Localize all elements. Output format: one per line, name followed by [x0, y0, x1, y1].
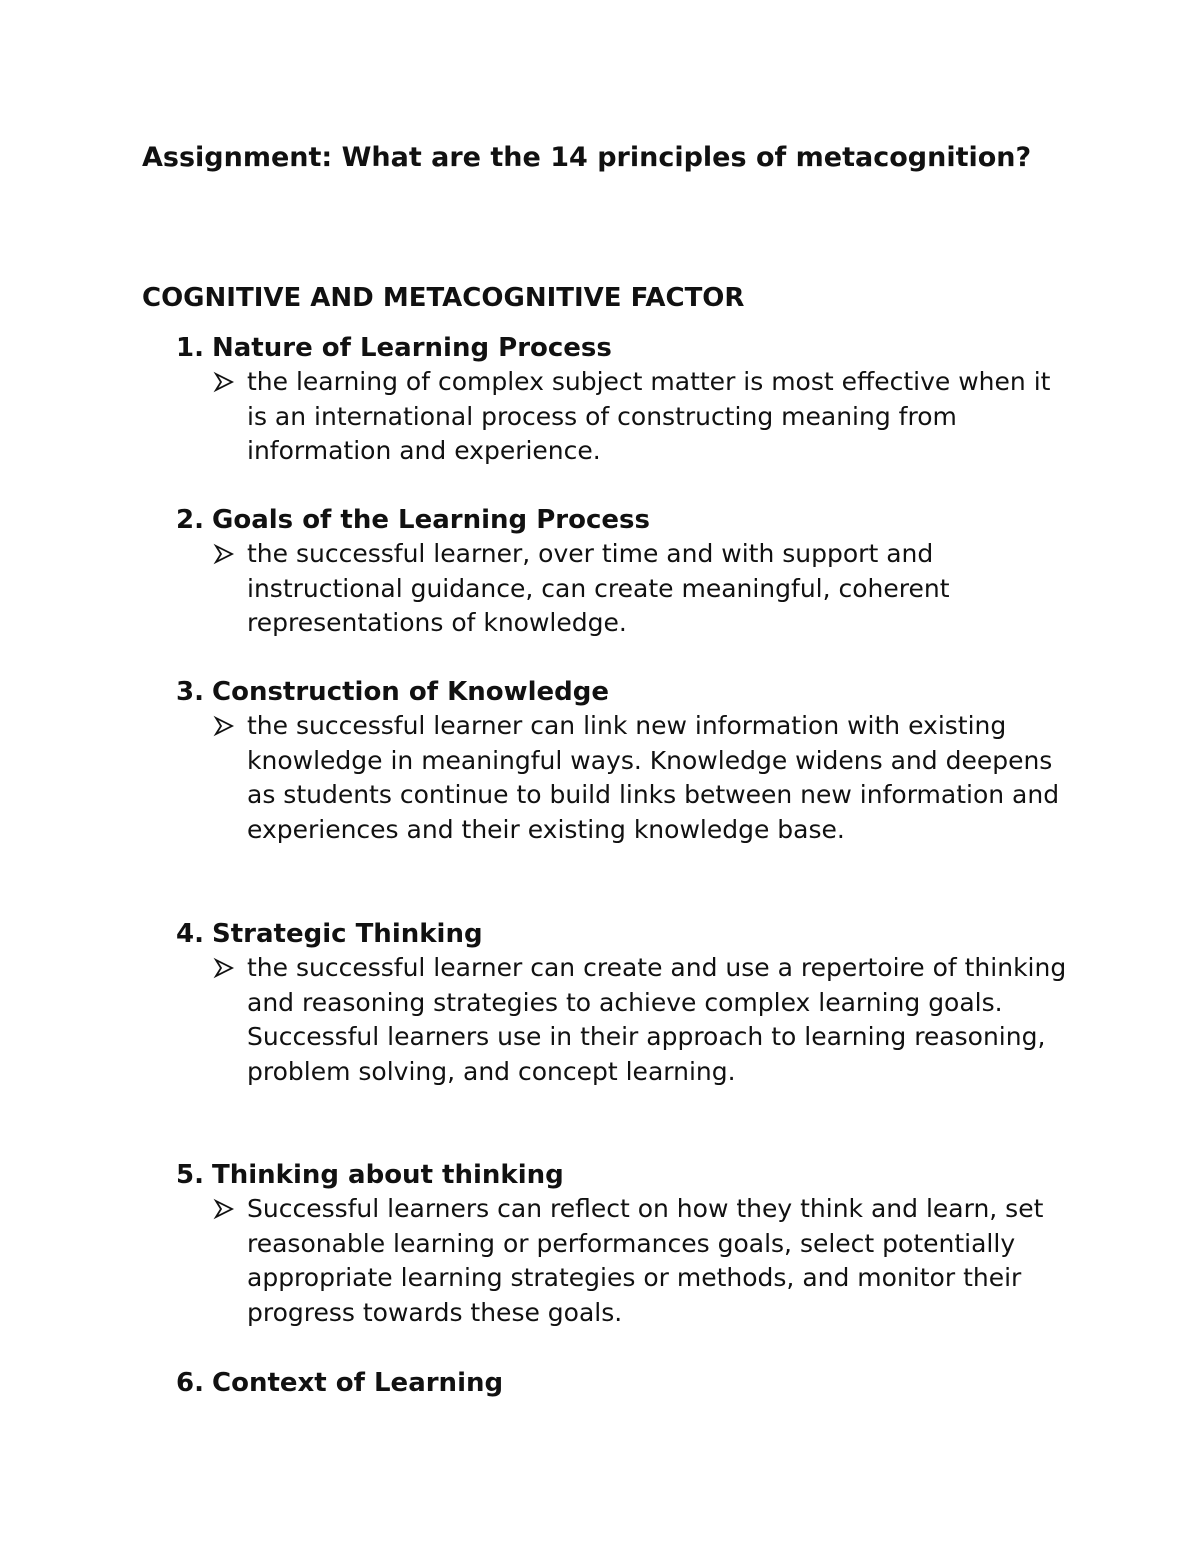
item-number: 5. [176, 1160, 204, 1190]
item-description: the successful learner, over time and with support and instructional guidance, can create meaningful, coherent representations of knowledge. [247, 539, 950, 637]
item-title: Strategic Thinking [212, 919, 483, 949]
arrowhead-bullet-icon [213, 543, 235, 565]
item-title: Thinking about thinking [212, 1160, 564, 1190]
item-title: Construction of Knowledge [212, 677, 610, 707]
arrowhead-bullet-icon [213, 371, 235, 393]
arrowhead-bullet-icon [213, 715, 235, 737]
item-description: Successful learners can reflect on how they think and learn, set reasonable learning or performances goals, select potentially appropriate learning strategies or methods, and monitor their progress towards these goals. [247, 1194, 1044, 1327]
item-title: Context of Learning [212, 1368, 504, 1398]
item-description: the learning of complex subject matter is most effective when it is an international process of constructing meaning from information and experience. [247, 367, 1051, 465]
item-title: Nature of Learning Process [212, 333, 612, 363]
item-number: 2. [176, 505, 204, 535]
item-description: the successful learner can create and use a repertoire of thinking and reasoning strategies to achieve complex learning goals. Successful learners use in their approach to learning reasoning, problem solving, and concept learning. [247, 953, 1067, 1086]
section-heading: COGNITIVE AND METACOGNITIVE FACTOR [142, 283, 745, 313]
arrowhead-bullet-icon [213, 1198, 235, 1220]
item-number: 1. [176, 333, 204, 363]
arrowhead-bullet-icon [213, 957, 235, 979]
item-number: 4. [176, 919, 204, 949]
item-number: 6. [176, 1368, 204, 1398]
item-title: Goals of the Learning Process [212, 505, 650, 535]
item-description: the successful learner can link new information with existing knowledge in meaningful ways. Knowledge widens and deepens as students continue to build links between new information and experiences and their existing knowledge base. [247, 711, 1060, 844]
document-title: Assignment: What are the 14 principles of metacognition? [142, 142, 1032, 173]
item-number: 3. [176, 677, 204, 707]
